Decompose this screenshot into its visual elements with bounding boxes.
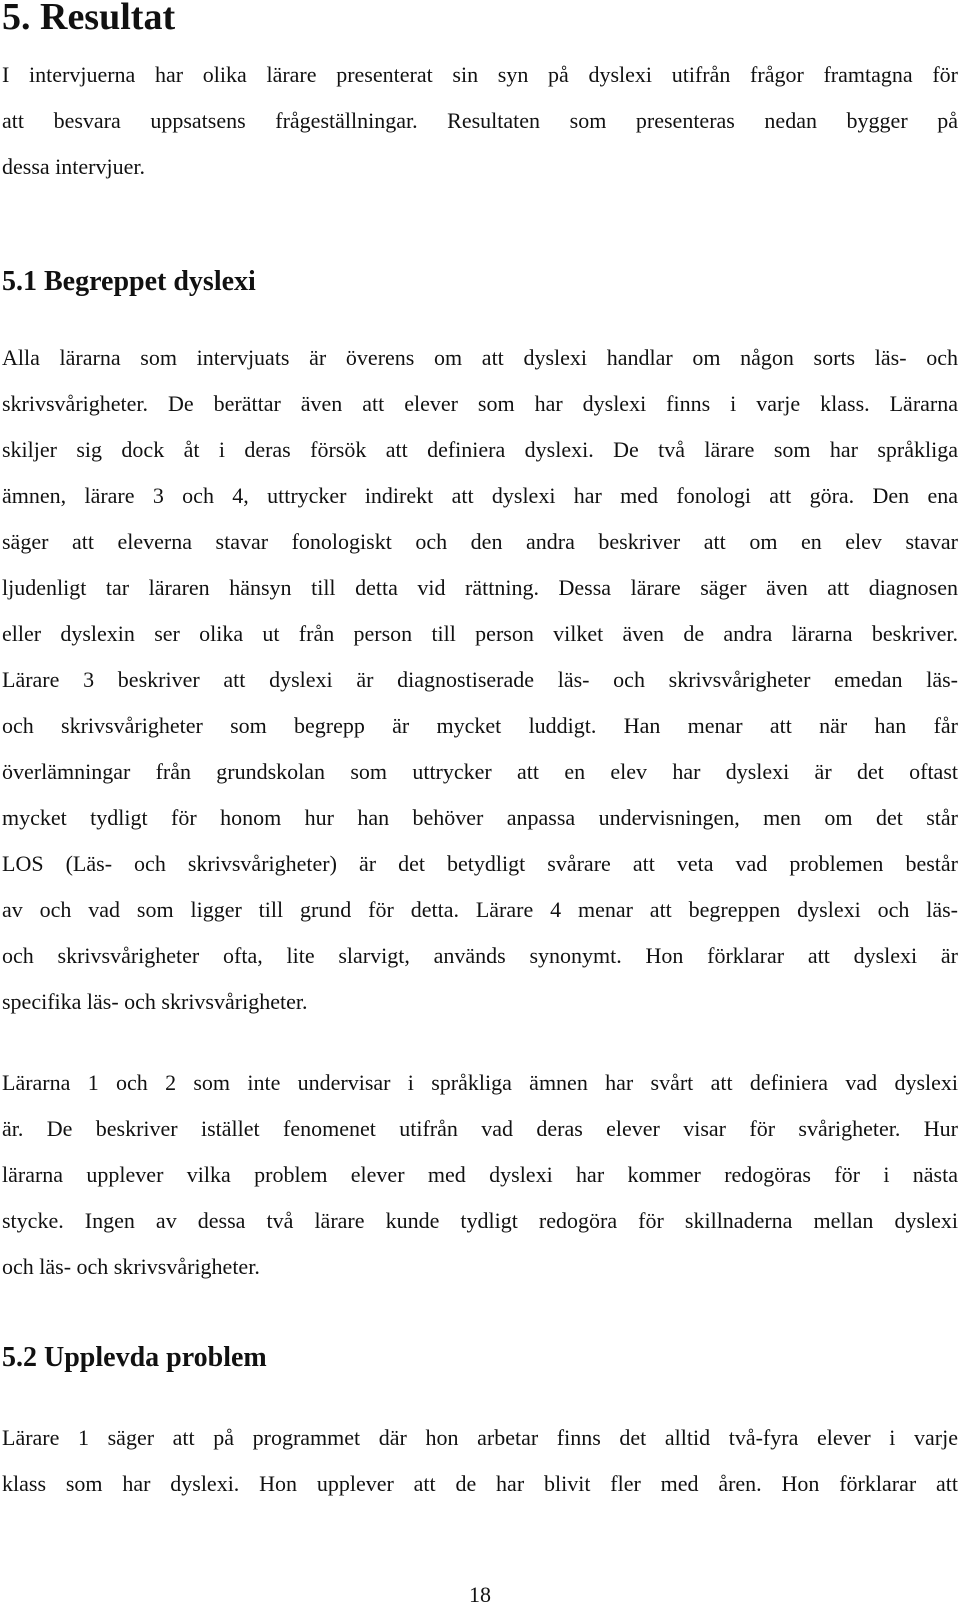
section-5-1-paragraph-1 xyxy=(2,335,958,1025)
text-line: ljudenligt tar läraren hänsyn till detta vid rättning. Dessa lärare säger även att diagnosen xyxy=(2,575,958,600)
page-number: 18 xyxy=(469,1582,491,1607)
section-5-1-paragraph-2 xyxy=(2,1060,958,1290)
text-line: Lärare 1 säger att på programmet där hon arbetar finns det alltid två-fyra elever i varje xyxy=(2,1425,958,1450)
text-line: skiljer sig dock åt i deras försök att definiera dyslexi. De två lärare som har språkliga xyxy=(2,437,958,462)
text-line: och läs- och skrivsvårigheter. xyxy=(2,1254,260,1279)
text-line: klass som har dyslexi. Hon upplever att de har blivit fler med åren. Hon förklarar att xyxy=(2,1471,958,1496)
text-line: att besvara uppsatsens frågeställningar. Resultaten som presenteras nedan bygger på xyxy=(2,108,958,133)
chapter-heading: 5. Resultat xyxy=(2,0,176,38)
text-line: och skrivsvårigheter som begrepp är mycket luddigt. Han menar att när han får xyxy=(2,713,958,738)
text-line: dessa intervjuer. xyxy=(2,154,145,179)
text-line: lärarna upplever vilka problem elever med dyslexi har kommer redogöras för i nästa xyxy=(2,1162,958,1187)
text-line: eller dyslexin ser olika ut från person till person vilket även de andra lärarna beskriver. xyxy=(2,621,958,646)
text-line: Alla lärarna som intervjuats är överens om att dyslexi handlar om någon sorts läs- och xyxy=(2,345,958,370)
text-line: specifika läs- och skrivsvårigheter. xyxy=(2,989,308,1014)
text-line: ämnen, lärare 3 och 4, uttrycker indirekt att dyslexi har med fonologi att göra. Den ena xyxy=(2,483,958,508)
text-line: I intervjuerna har olika lärare presenterat sin syn på dyslexi utifrån frågor framtagna för xyxy=(2,62,958,87)
section-5-2-paragraph-1 xyxy=(2,1415,958,1507)
text-line: LOS (Läs- och skrivsvårigheter) är det betydligt svårare att veta vad problemen består xyxy=(2,851,958,876)
section-heading-5-2: 5.2 Upplevda problem xyxy=(2,1342,267,1373)
intro-paragraph xyxy=(2,52,958,190)
text-line: Lärare 3 beskriver att dyslexi är diagnostiserade läs- och skrivsvårigheter emedan läs- xyxy=(2,667,958,692)
text-line: av och vad som ligger till grund för detta. Lärare 4 menar att begreppen dyslexi och läs- xyxy=(2,897,958,922)
text-line: och skrivsvårigheter ofta, lite slarvigt, används synonymt. Hon förklarar att dyslexi är xyxy=(2,943,958,968)
text-line: är. De beskriver istället fenomenet utifrån vad deras elever visar för svårigheter. Hur xyxy=(2,1116,958,1141)
text-line: överlämningar från grundskolan som uttrycker att en elev har dyslexi är det oftast xyxy=(2,759,958,784)
text-line: skrivsvårigheter. De berättar även att elever som har dyslexi finns i varje klass. Lärarna xyxy=(2,391,958,416)
text-line: säger att eleverna stavar fonologiskt och den andra beskriver att om en elev stavar xyxy=(2,529,958,554)
text-line: mycket tydligt för honom hur han behöver anpassa undervisningen, men om det står xyxy=(2,805,958,830)
section-heading-5-1: 5.1 Begreppet dyslexi xyxy=(2,266,256,297)
text-line: Lärarna 1 och 2 som inte undervisar i språkliga ämnen har svårt att definiera vad dyslexi xyxy=(2,1070,958,1095)
text-line: stycke. Ingen av dessa två lärare kunde tydligt redogöra för skillnaderna mellan dyslexi xyxy=(2,1208,958,1233)
